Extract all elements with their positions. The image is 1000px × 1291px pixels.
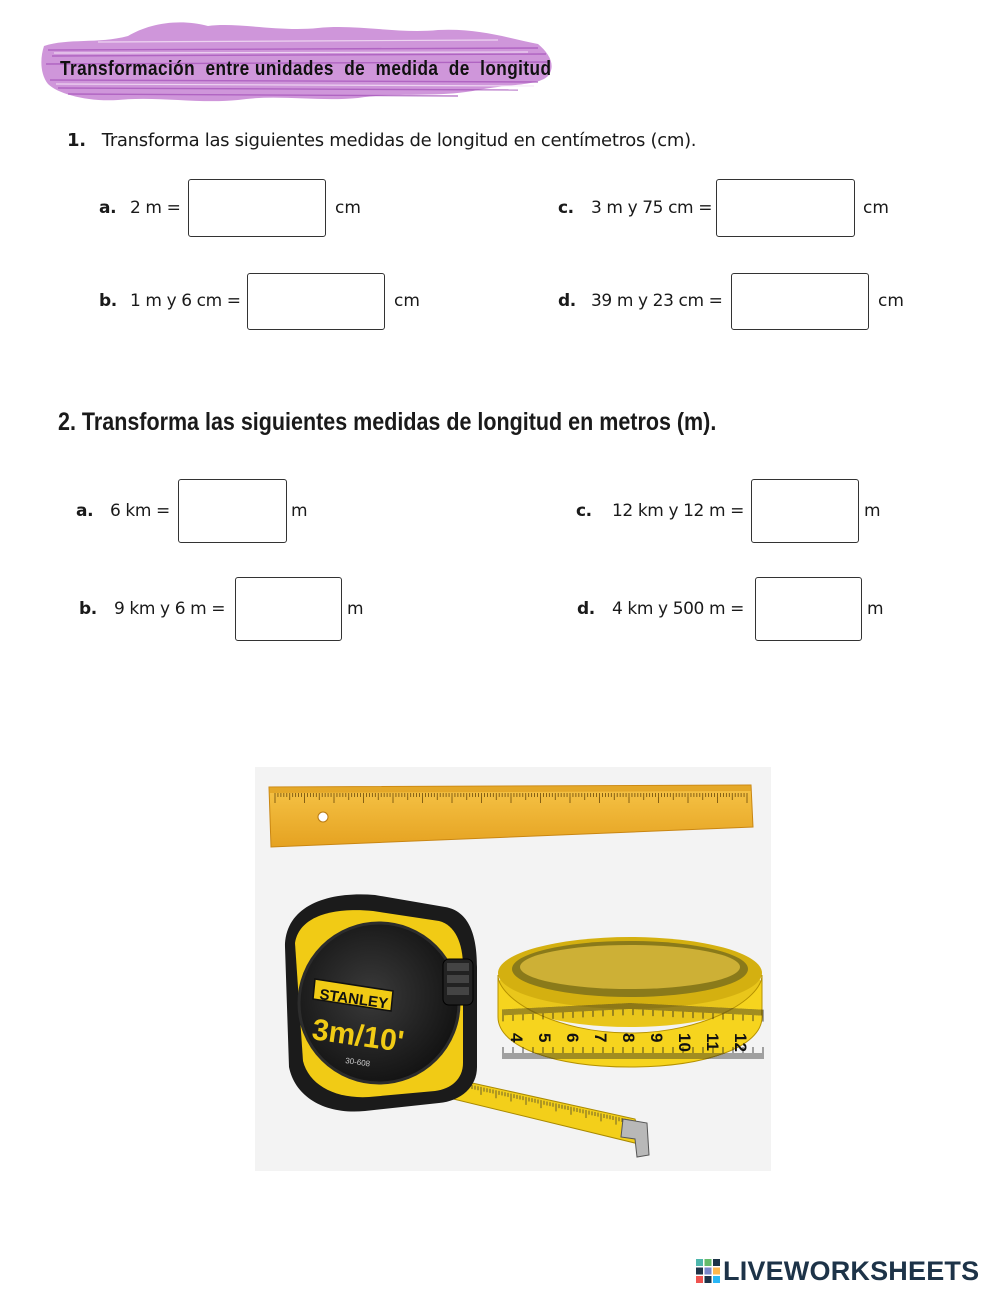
q2-item-a-expression: 6 km =	[110, 501, 170, 521]
q1-item-c-letter: c.	[558, 198, 574, 218]
tape-size-label: 3m/10'	[310, 1013, 406, 1059]
soft-tape-number: 9	[647, 1033, 666, 1043]
q2-item-d-unit: m	[867, 599, 884, 619]
page-title: Transformación entre unidades de medida de longitud	[60, 58, 552, 80]
question-2-instruction	[58, 408, 716, 437]
measuring-tools-photo	[255, 767, 771, 1171]
stanley-tape-measure-icon	[285, 894, 649, 1157]
question-1-text: Transforma las siguientes medidas de longitud en centímetros (cm).	[101, 130, 697, 151]
q1-item-a-expression: 2 m =	[130, 198, 181, 218]
q1-item-d-unit: cm	[878, 291, 904, 311]
q1-item-a-unit: cm	[335, 198, 361, 218]
q2-item-b-letter: b.	[79, 599, 97, 619]
soft-tape-number: 4	[507, 1033, 526, 1043]
q1-item-b-unit: cm	[394, 291, 420, 311]
q2-item-a-letter: a.	[76, 501, 94, 521]
q1-item-c	[558, 198, 712, 218]
q2-item-a-unit: m	[291, 501, 308, 521]
ruler-icon	[269, 785, 753, 847]
q1-item-d-letter: d.	[558, 291, 576, 311]
tailor-tape-icon	[498, 937, 763, 1067]
q2-item-c-unit: m	[864, 501, 881, 521]
q2-item-b-expression: 9 km y 6 m =	[114, 599, 226, 619]
q2-item-a	[76, 501, 170, 521]
q1-item-c-expression: 3 m y 75 cm =	[591, 198, 713, 218]
soft-tape-number: 11	[703, 1033, 722, 1051]
q1-item-d-answer-box[interactable]	[731, 273, 869, 330]
question-2-number: 2.	[58, 408, 76, 436]
tape-brand-label: STANLEY	[318, 986, 390, 1013]
q1-item-d	[558, 291, 722, 311]
q2-item-c-letter: c.	[576, 501, 592, 521]
q2-item-b-unit: m	[347, 599, 364, 619]
q1-item-c-answer-box[interactable]	[716, 179, 855, 237]
liveworksheets-logo-text: LIVEWORKSHEETS	[723, 1255, 980, 1286]
q2-item-a-answer-box[interactable]	[178, 479, 287, 543]
q2-item-b-answer-box[interactable]	[235, 577, 342, 641]
q2-item-c	[576, 501, 744, 521]
q1-item-c-unit: cm	[863, 198, 889, 218]
q2-item-d-expression: 4 km y 500 m =	[612, 599, 744, 619]
q2-item-d-answer-box[interactable]	[755, 577, 862, 641]
q1-item-a-letter: a.	[99, 198, 117, 218]
q1-item-b-expression: 1 m y 6 cm =	[130, 291, 241, 311]
tape-model-label: 30-608	[344, 1056, 371, 1069]
q2-item-b	[79, 599, 225, 619]
q2-item-c-expression: 12 km y 12 m =	[612, 501, 744, 521]
liveworksheets-logo	[696, 1254, 979, 1288]
question-1-number: 1.	[67, 130, 86, 151]
soft-tape-number: 5	[535, 1033, 554, 1043]
question-1-instruction	[67, 130, 696, 151]
q1-item-a	[99, 198, 180, 218]
q1-item-b-letter: b.	[99, 291, 117, 311]
q2-item-d-letter: d.	[577, 599, 595, 619]
q1-item-b	[99, 291, 241, 311]
q1-item-d-expression: 39 m y 23 cm =	[591, 291, 723, 311]
soft-tape-number: 6	[563, 1033, 582, 1043]
soft-tape-number: 7	[591, 1033, 610, 1043]
liveworksheets-logo-icon	[696, 1259, 720, 1283]
soft-tape-number: 12	[731, 1033, 750, 1052]
q1-item-b-answer-box[interactable]	[247, 273, 385, 330]
q2-item-d	[577, 599, 744, 619]
q2-item-c-answer-box[interactable]	[751, 479, 859, 543]
question-2-text: Transforma las siguientes medidas de longitud en metros (m).	[81, 408, 717, 436]
q1-item-a-answer-box[interactable]	[188, 179, 326, 237]
soft-tape-number: 10	[675, 1033, 694, 1052]
soft-tape-number: 8	[619, 1033, 638, 1043]
